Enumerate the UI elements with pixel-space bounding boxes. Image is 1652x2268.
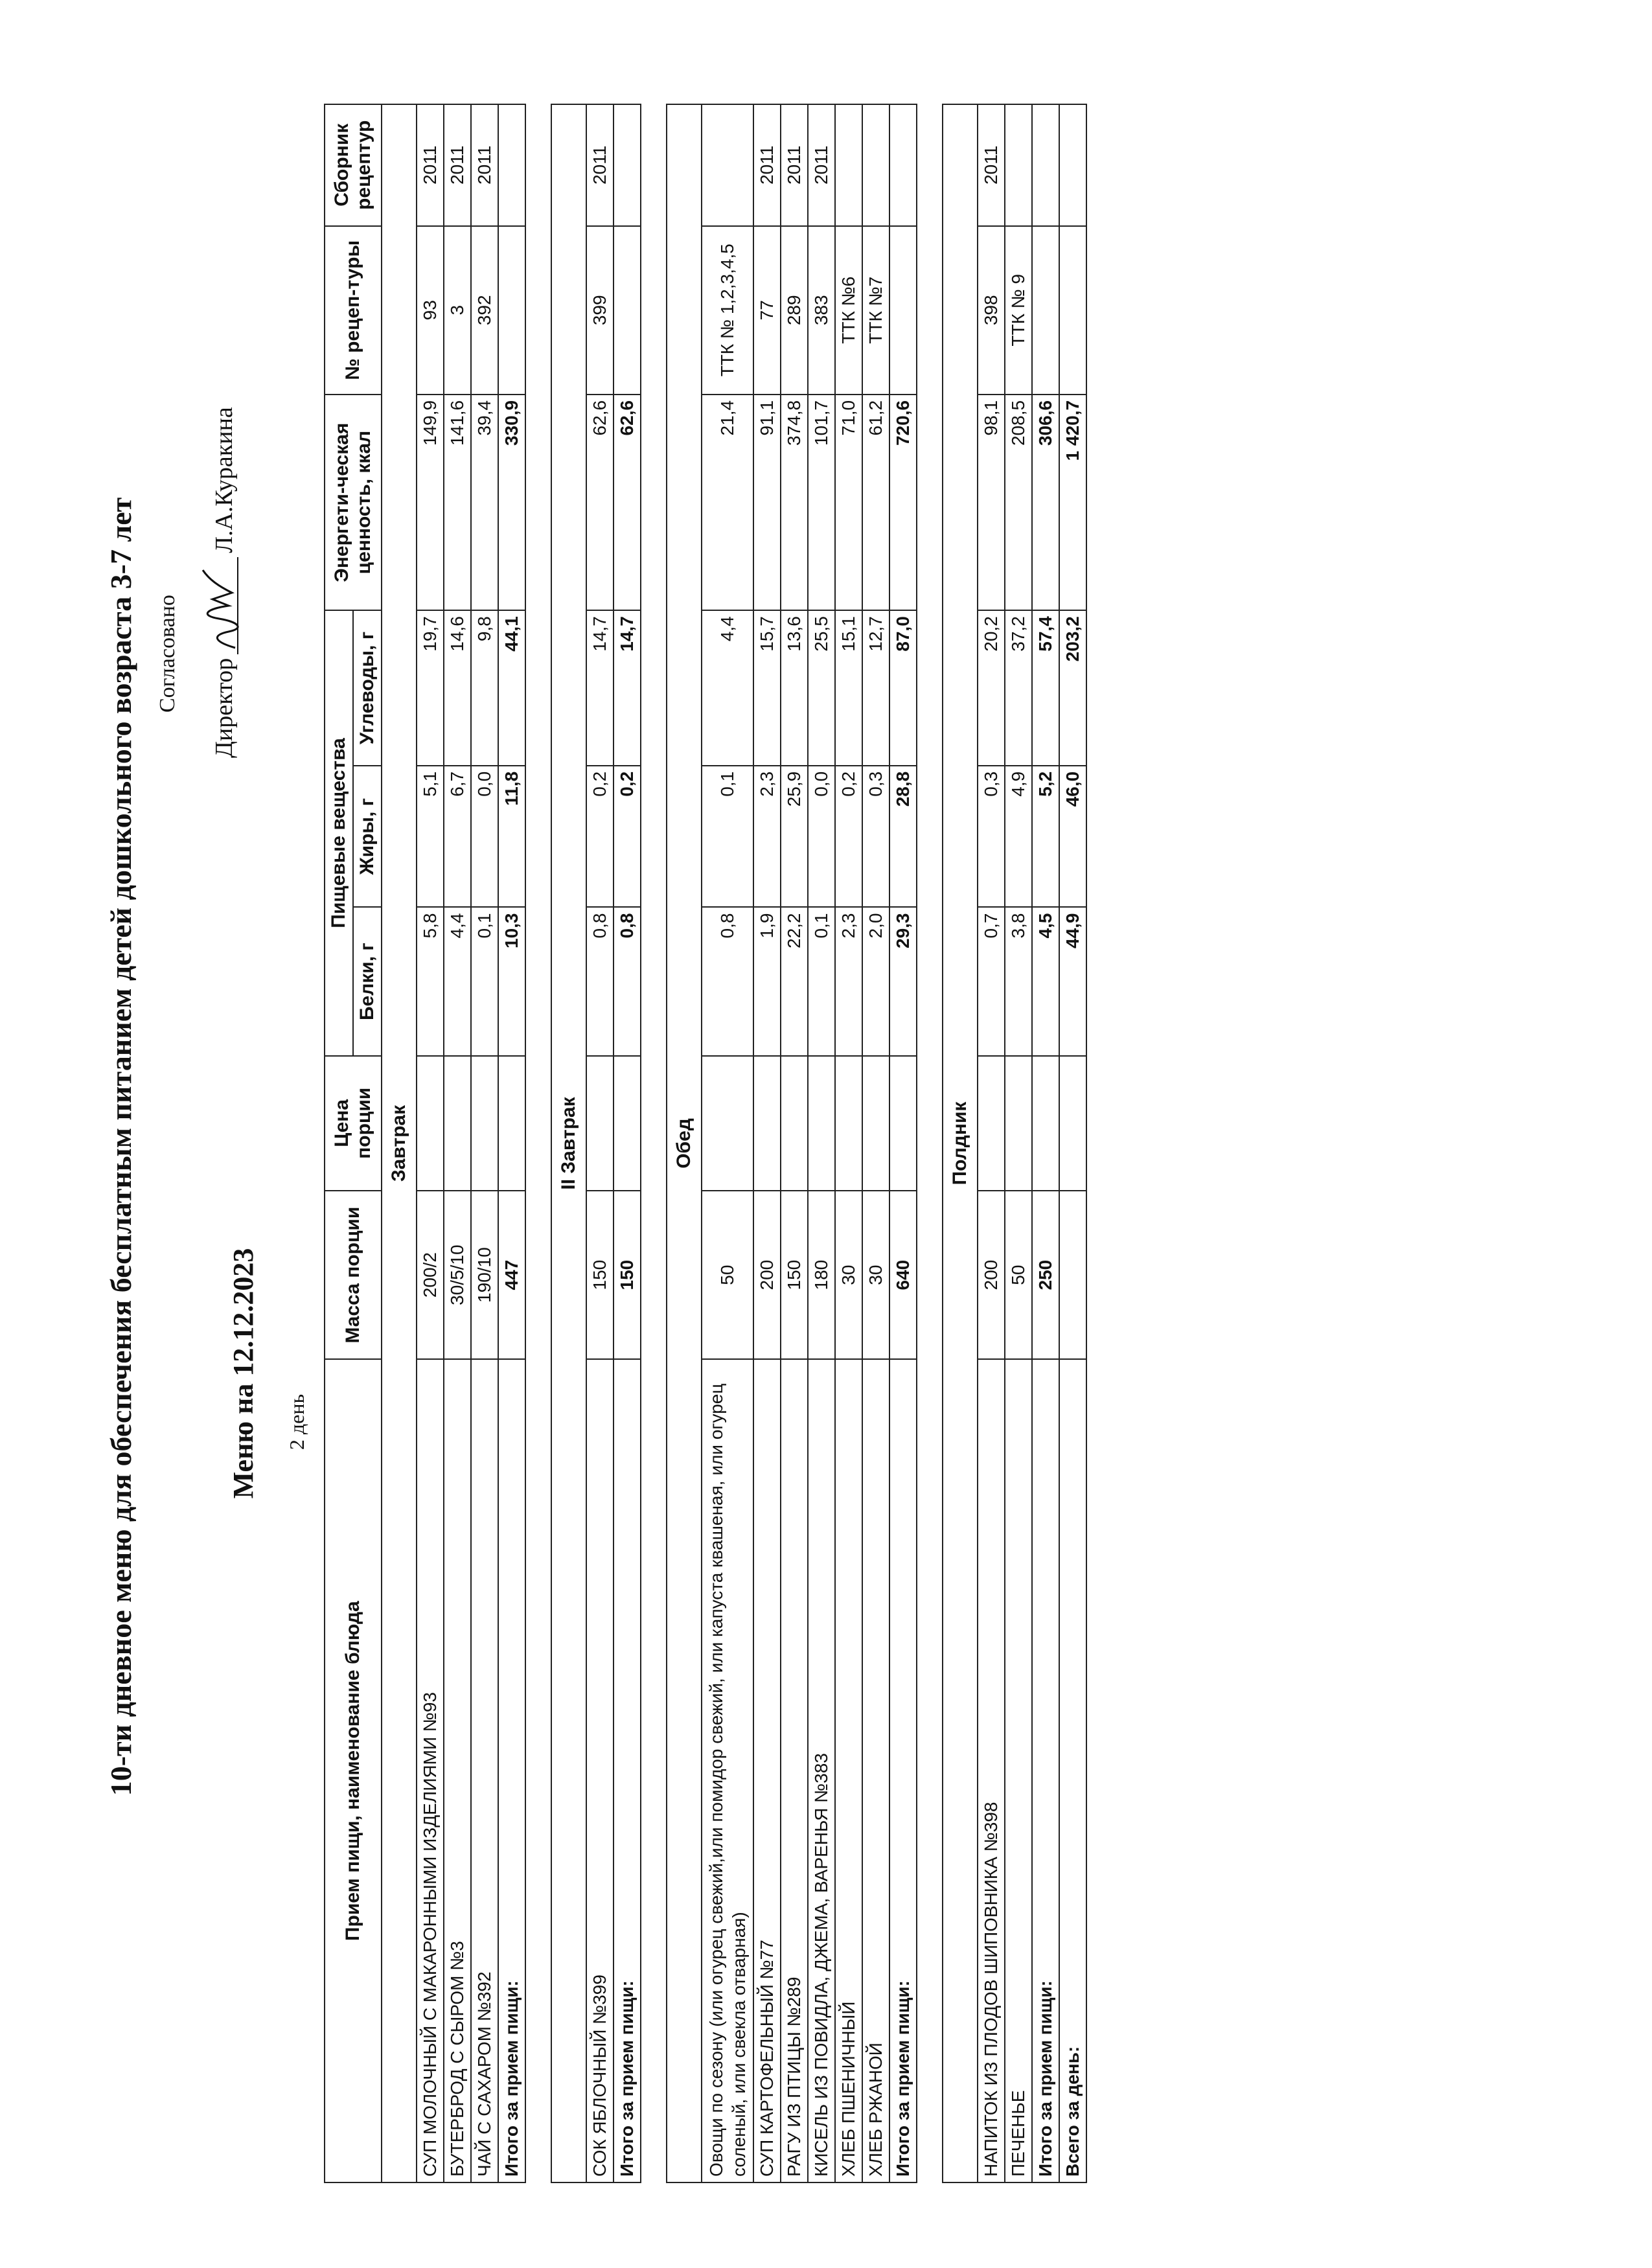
total-energy: 62,6 (614, 395, 641, 610)
dish-collection (1005, 104, 1032, 226)
dish-fat: 4,9 (1005, 766, 1032, 908)
dish-mass: 30 (835, 1191, 862, 1359)
dish-price (978, 1056, 1005, 1191)
rotated-page (84, 91, 1548, 2203)
dish-name: РАГУ ИЗ ПТИЦЫ №289 (781, 1359, 808, 2182)
dish-carbs: 14,7 (586, 610, 614, 766)
col-header-recipe: № рецеп-туры (325, 226, 382, 395)
dish-recipe: 289 (781, 226, 808, 395)
dish-recipe: 77 (753, 226, 781, 395)
day-total-price (1059, 1056, 1086, 1191)
total-label: Итого за прием пищи: (614, 1359, 641, 2182)
dish-recipe: 93 (417, 226, 444, 395)
total-carbs: 87,0 (889, 610, 917, 766)
section-title: II Завтрак (551, 104, 586, 2182)
total-mass: 150 (614, 1191, 641, 1359)
dish-energy: 149,9 (417, 395, 444, 610)
total-row (498, 104, 525, 2182)
dish-energy: 374,8 (781, 395, 808, 610)
dish-energy: 21,4 (702, 395, 753, 610)
dish-name: НАПИТОК ИЗ ПЛОДОВ ШИПОВНИКА №398 (978, 1359, 1005, 2182)
section-title: Обед (667, 104, 702, 2182)
dish-name: ПЕЧЕНЬЕ (1005, 1359, 1032, 2182)
dish-mass: 150 (781, 1191, 808, 1359)
day-total-collection (1059, 104, 1086, 226)
dish-fat: 2,3 (753, 766, 781, 908)
col-header-carbs: Углеводы, г (353, 610, 382, 766)
dish-price (1005, 1056, 1032, 1191)
dish-carbs: 9,8 (471, 610, 498, 766)
total-recipe (889, 226, 917, 395)
dish-fat: 6,7 (444, 766, 471, 908)
dish-protein: 22,2 (781, 908, 808, 1056)
dish-collection: 2011 (444, 104, 471, 226)
day-total-carbs: 203,2 (1059, 610, 1086, 766)
dish-recipe: 399 (586, 226, 614, 395)
total-fat: 28,8 (889, 766, 917, 908)
section-title: Полдник (943, 104, 978, 2182)
dish-mass: 50 (702, 1191, 753, 1359)
dish-name: СУП КАРТОФЕЛЬНЫЙ №77 (753, 1359, 781, 2182)
day-total-mass (1059, 1191, 1086, 1359)
total-collection (889, 104, 917, 226)
dish-energy: 141,6 (444, 395, 471, 610)
total-label: Итого за прием пищи: (1032, 1359, 1059, 2182)
day-total-recipe (1059, 226, 1086, 395)
table-row (835, 104, 862, 2182)
approval-label: Согласовано (155, 595, 179, 713)
table-row (444, 104, 471, 2182)
total-mass: 447 (498, 1191, 525, 1359)
col-header-nutrients: Пищевые вещества (325, 610, 353, 1055)
day-total-protein: 44,9 (1059, 908, 1086, 1056)
dish-recipe: 392 (471, 226, 498, 395)
dish-carbs: 19,7 (417, 610, 444, 766)
dish-protein: 1,9 (753, 908, 781, 1056)
dish-name: БУТЕРБРОД С СЫРОМ №3 (444, 1359, 471, 2182)
director-name: Л.А.Куракина (211, 407, 238, 553)
dish-protein: 2,3 (835, 908, 862, 1056)
dish-collection: 2011 (753, 104, 781, 226)
dish-fat: 0,2 (586, 766, 614, 908)
dish-name: СУП МОЛОЧНЫЙ С МАКАРОННЫМИ ИЗДЕЛИЯМИ №93 (417, 1359, 444, 2182)
dish-mass: 30 (862, 1191, 889, 1359)
dish-name: ХЛЕБ РЖАНОЙ (862, 1359, 889, 2182)
total-row (614, 104, 641, 2182)
dish-energy: 61,2 (862, 395, 889, 610)
spacer-row (641, 104, 667, 2182)
table-row (702, 104, 753, 2182)
total-energy: 720,6 (889, 395, 917, 610)
col-header-protein: Белки, г (353, 908, 382, 1056)
document-title: 10-ти дневное меню для обеспечения бесплатным питанием детей дошкольного возраста 3-7 лет (104, 497, 137, 1796)
dish-energy: 91,1 (753, 395, 781, 610)
day-total-energy: 1 420,7 (1059, 395, 1086, 610)
total-price (1032, 1056, 1059, 1191)
col-header-energy: Энергети-ческая ценность, ккал (325, 395, 382, 610)
dish-collection: 2011 (586, 104, 614, 226)
table-row (417, 104, 444, 2182)
dish-recipe: 398 (978, 226, 1005, 395)
dish-recipe: ТТК № 1,2,3,4,5 (702, 226, 753, 395)
dish-price (471, 1056, 498, 1191)
dish-collection (702, 104, 753, 226)
dish-mass: 50 (1005, 1191, 1032, 1359)
col-header-fat: Жиры, г (353, 766, 382, 908)
total-fat: 5,2 (1032, 766, 1059, 908)
total-row (889, 104, 917, 2182)
spacer (525, 104, 551, 2182)
table-row (808, 104, 835, 2182)
dish-collection (835, 104, 862, 226)
day-total-row (1059, 104, 1086, 2182)
day-total-fat: 46,0 (1059, 766, 1086, 908)
dish-collection (862, 104, 889, 226)
total-energy: 306,6 (1032, 395, 1059, 610)
table-row (862, 104, 889, 2182)
dish-recipe: ТТК №6 (835, 226, 862, 395)
section-row-breakfast (382, 104, 417, 2182)
dish-price (862, 1056, 889, 1191)
table-row (781, 104, 808, 2182)
dish-fat: 25,9 (781, 766, 808, 908)
dish-protein: 0,8 (702, 908, 753, 1056)
dish-energy: 62,6 (586, 395, 614, 610)
total-recipe (498, 226, 525, 395)
dish-protein: 0,1 (808, 908, 835, 1056)
dish-protein: 4,4 (444, 908, 471, 1056)
dish-price (586, 1056, 614, 1191)
dish-protein: 0,7 (978, 908, 1005, 1056)
table-row (586, 104, 614, 2182)
dish-carbs: 12,7 (862, 610, 889, 766)
dish-fat: 0,1 (702, 766, 753, 908)
dish-carbs: 4,4 (702, 610, 753, 766)
dish-price (781, 1056, 808, 1191)
total-label: Итого за прием пищи: (498, 1359, 525, 2182)
spacer-row (525, 104, 551, 2182)
table-row (471, 104, 498, 2182)
menu-table (324, 104, 1087, 2183)
total-energy: 330,9 (498, 395, 525, 610)
dish-fat: 5,1 (417, 766, 444, 908)
dish-recipe: ТТК №7 (862, 226, 889, 395)
col-header-mass: Масса порции (325, 1191, 382, 1359)
total-price (889, 1056, 917, 1191)
dish-energy: 98,1 (978, 395, 1005, 610)
total-protein: 10,3 (498, 908, 525, 1056)
total-mass: 640 (889, 1191, 917, 1359)
dish-recipe: ТТК № 9 (1005, 226, 1032, 395)
total-collection (614, 104, 641, 226)
dish-carbs: 15,1 (835, 610, 862, 766)
total-protein: 29,3 (889, 908, 917, 1056)
section-row-snack (943, 104, 978, 2182)
dish-energy: 71,0 (835, 395, 862, 610)
dish-recipe: 383 (808, 226, 835, 395)
dish-fat: 0,0 (471, 766, 498, 908)
dish-name: СОК ЯБЛОЧНЫЙ №399 (586, 1359, 614, 2182)
total-collection (498, 104, 525, 226)
spacer (917, 104, 943, 2182)
dish-mass: 180 (808, 1191, 835, 1359)
dish-price (444, 1056, 471, 1191)
table-row (1005, 104, 1032, 2182)
total-label: Итого за прием пищи: (889, 1359, 917, 2182)
dish-mass: 30/5/10 (444, 1191, 471, 1359)
menu-date: Меню на 12.12.2023 (227, 1248, 259, 1499)
total-protein: 0,8 (614, 908, 641, 1056)
spacer-row (917, 104, 943, 2182)
total-row (1032, 104, 1059, 2182)
dish-carbs: 15,7 (753, 610, 781, 766)
dish-name: ХЛЕБ ПШЕНИЧНЫЙ (835, 1359, 862, 2182)
spacer (641, 104, 667, 2182)
dish-carbs: 14,6 (444, 610, 471, 766)
col-header-price: Цена порции (325, 1056, 382, 1191)
dish-energy: 208,5 (1005, 395, 1032, 610)
dish-fat: 0,3 (862, 766, 889, 908)
dish-collection: 2011 (808, 104, 835, 226)
dish-collection: 2011 (471, 104, 498, 226)
dish-energy: 101,7 (808, 395, 835, 610)
dish-price (753, 1056, 781, 1191)
total-fat: 0,2 (614, 766, 641, 908)
dish-name: Овощи по сезону (или огурец свежий,или помидор свежий, или капуста квашеная, или огурец соленый, или свекла отварная) (702, 1359, 753, 2182)
section-row-lunch (667, 104, 702, 2182)
col-header-name: Прием пищи, наименование блюда (325, 1359, 382, 2182)
dish-protein: 0,8 (586, 908, 614, 1056)
total-carbs: 14,7 (614, 610, 641, 766)
day-total-label: Всего за день: (1059, 1359, 1086, 2182)
total-mass: 250 (1032, 1191, 1059, 1359)
dish-protein: 2,0 (862, 908, 889, 1056)
section-title: Завтрак (382, 104, 417, 2182)
total-collection (1032, 104, 1059, 226)
dish-recipe: 3 (444, 226, 471, 395)
dish-protein: 5,8 (417, 908, 444, 1056)
dish-price (702, 1056, 753, 1191)
table-row (753, 104, 781, 2182)
dish-mass: 200 (978, 1191, 1005, 1359)
dish-name: ЧАЙ С САХАРОМ №392 (471, 1359, 498, 2182)
col-header-collection: Сборник рецептур (325, 104, 382, 226)
dish-price (835, 1056, 862, 1191)
total-recipe (614, 226, 641, 395)
dish-protein: 3,8 (1005, 908, 1032, 1056)
dish-price (808, 1056, 835, 1191)
day-label: 2 день (285, 1393, 308, 1450)
dish-mass: 200/2 (417, 1191, 444, 1359)
dish-carbs: 25,5 (808, 610, 835, 766)
dish-carbs: 13,6 (781, 610, 808, 766)
total-recipe (1032, 226, 1059, 395)
dish-carbs: 37,2 (1005, 610, 1032, 766)
total-price (498, 1056, 525, 1191)
total-fat: 11,8 (498, 766, 525, 908)
total-carbs: 44,1 (498, 610, 525, 766)
dish-fat: 0,2 (835, 766, 862, 908)
section-row-breakfast2 (551, 104, 586, 2182)
dish-protein: 0,1 (471, 908, 498, 1056)
table-row (978, 104, 1005, 2182)
dish-fat: 0,0 (808, 766, 835, 908)
dish-energy: 39,4 (471, 395, 498, 610)
dish-price (417, 1056, 444, 1191)
total-protein: 4,5 (1032, 908, 1059, 1056)
dish-carbs: 20,2 (978, 610, 1005, 766)
dish-mass: 150 (586, 1191, 614, 1359)
dish-fat: 0,3 (978, 766, 1005, 908)
dish-collection: 2011 (978, 104, 1005, 226)
director-label: Директор (211, 658, 238, 758)
dish-mass: 190/10 (471, 1191, 498, 1359)
dish-name: КИСЕЛЬ ИЗ ПОВИДЛА, ДЖЕМА, ВАРЕНЬЯ №383 (808, 1359, 835, 2182)
dish-collection: 2011 (781, 104, 808, 226)
total-carbs: 57,4 (1032, 610, 1059, 766)
dish-mass: 200 (753, 1191, 781, 1359)
dish-collection: 2011 (417, 104, 444, 226)
total-price (614, 1056, 641, 1191)
